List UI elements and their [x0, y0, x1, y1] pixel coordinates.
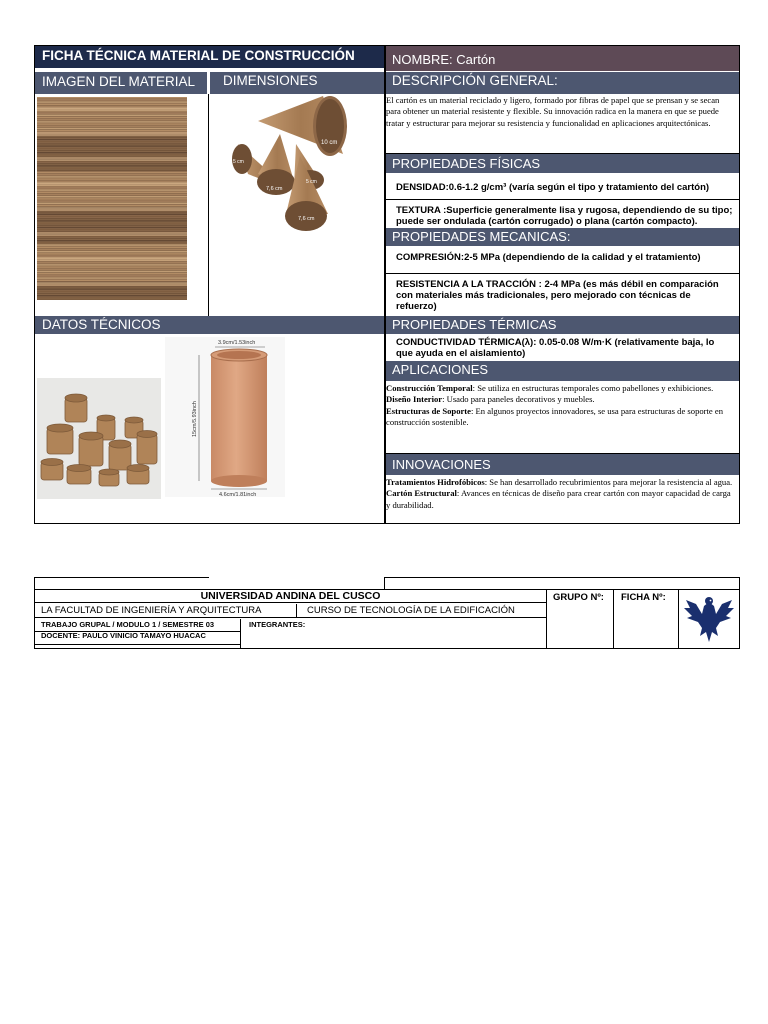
- sheet-title: FICHA TÉCNICA MATERIAL DE CONSTRUCCIÓN: [35, 46, 384, 68]
- application-text: : Usado para paneles decorativos y muebles.: [442, 394, 595, 405]
- cone-label-c: 7,6 cm: [266, 186, 283, 192]
- sheet-number-label: FICHA Nº:: [621, 592, 666, 603]
- innovation-term: Tratamientos Hidrofóbicos: [386, 477, 485, 487]
- footer-divider-logo: [678, 589, 679, 648]
- tube-label-bottom: 4.6cm/1.81inch: [219, 492, 257, 497]
- cardboard-tubes-group-image: [37, 378, 161, 499]
- cardboard-cones-image: [218, 96, 368, 234]
- dimensions-column-header: DIMENSIONES: [210, 72, 384, 94]
- tension-property: RESISTENCIA A LA TRACCIÓN : 2-4 MPa (es más débil en comparación con materiales más tradicionales, pero mejorado con técnicas de refuerzo): [396, 279, 719, 312]
- tube-label-top: 3.9cm/1.53inch: [218, 340, 256, 346]
- material-name: NOMBRE: Cartón: [386, 46, 739, 71]
- members-label: INTEGRANTES:: [249, 620, 306, 629]
- thermal-properties-header: PROPIEDADES TÉRMICAS: [386, 316, 739, 334]
- group-number-label: GRUPO Nº:: [553, 592, 604, 603]
- faculty-name: LA FACULTAD DE INGENIERÍA Y ARQUITECTURA: [35, 604, 297, 618]
- technical-data-header: DATOS TÉCNICOS: [35, 316, 384, 334]
- footer-divider-members: [240, 619, 241, 648]
- university-eagle-logo: [682, 592, 736, 644]
- cone-label-d: 5 cm: [306, 179, 317, 185]
- corrugated-cardboard-image: [37, 97, 187, 300]
- application-item: [386, 394, 735, 405]
- description-text: El cartón es un material reciclado y ligero, formado por fibras de papel que se prensan y se secan para obtener un material resistente y flexible. Su innovación radica en la manera en que se puede tratar y estructurar para mejorar su resistencia y funcionalidad en aplicaciones arquitectónicas.: [386, 95, 720, 128]
- application-term: Construcción Temporal: [386, 383, 473, 393]
- university-name: UNIVERSIDAD ANDINA DEL CUSCO: [35, 590, 546, 603]
- teacher-name: DOCENTE: PAULO VINICIO TAMAYO HUACAC: [35, 632, 241, 645]
- cardboard-tube-dimensions-image: [165, 337, 285, 497]
- innovation-item: [386, 477, 735, 488]
- cone-label-a: 10 cm: [321, 140, 338, 146]
- innovation-text: : Avances en técnicas de diseño para crear cartón con mayor capacidad de carga y durabilidad.: [386, 488, 731, 510]
- thermal-conductivity-property: CONDUCTIVIDAD TÉRMICA(λ): 0.05-0.08 W/m·K (relativamente baja, lo que ayuda en el aislamiento): [396, 337, 715, 359]
- application-term: Diseño Interior: [386, 394, 443, 405]
- cone-label-e: 7,6 cm: [298, 216, 315, 222]
- innovations-list: [385, 477, 738, 523]
- footer-top-line-right: [384, 577, 740, 578]
- innovations-header: INNOVACIONES: [386, 453, 739, 475]
- application-item: [386, 406, 735, 429]
- application-term: Estructuras de Soporte: [386, 405, 471, 416]
- innovation-term: Cartón Estructural: [386, 488, 457, 499]
- density-property: DENSIDAD:0.6-1.2 g/cm³ (varía según el tipo y tratamiento del cartón): [386, 176, 739, 200]
- footer-top-line-left: [34, 577, 209, 578]
- footer-top-left-tick: [384, 577, 385, 589]
- innovation-item: [386, 488, 735, 511]
- texture-property: TEXTURA :Superficie generalmente lisa y rugosa, dependiendo de su tipo; puede ser ondulada (cartón corrugado) o plana (cartón compacto).: [396, 205, 733, 227]
- tube-label-side: 15cm/5.93inch: [192, 401, 198, 437]
- applications-header: APLICACIONES: [386, 361, 739, 381]
- physical-properties-header: PROPIEDADES FÍSICAS: [386, 153, 739, 173]
- image-column-header: IMAGEN DEL MATERIAL: [35, 72, 207, 94]
- application-text: : En algunos proyectos innovadores, se usa para estructuras de soporte en construcción sostenible.: [386, 405, 723, 428]
- innovation-text: : Se han desarrollado recubrimientos para mejorar la resistencia al agua.: [484, 477, 733, 487]
- work-info: TRABAJO GRUPAL / MODULO 1 / SEMESTRE 03: [35, 619, 241, 632]
- application-item: [386, 383, 735, 394]
- description-header: DESCRIPCIÓN GENERAL:: [386, 72, 739, 94]
- application-text: : Se utiliza en estructuras temporales como pabellones y exhibiciones.: [472, 383, 714, 393]
- course-name: CURSO DE TECNOLOGÍA DE LA EDIFICACIÓN: [297, 604, 546, 618]
- mechanical-properties-header: PROPIEDADES MECANICAS:: [386, 228, 739, 246]
- applications-list: [385, 383, 738, 453]
- compression-property: COMPRESIÓN:2-5 MPa (dependiendo de la calidad y el tratamiento): [386, 248, 739, 274]
- cone-label-b: 5 cm: [233, 159, 244, 165]
